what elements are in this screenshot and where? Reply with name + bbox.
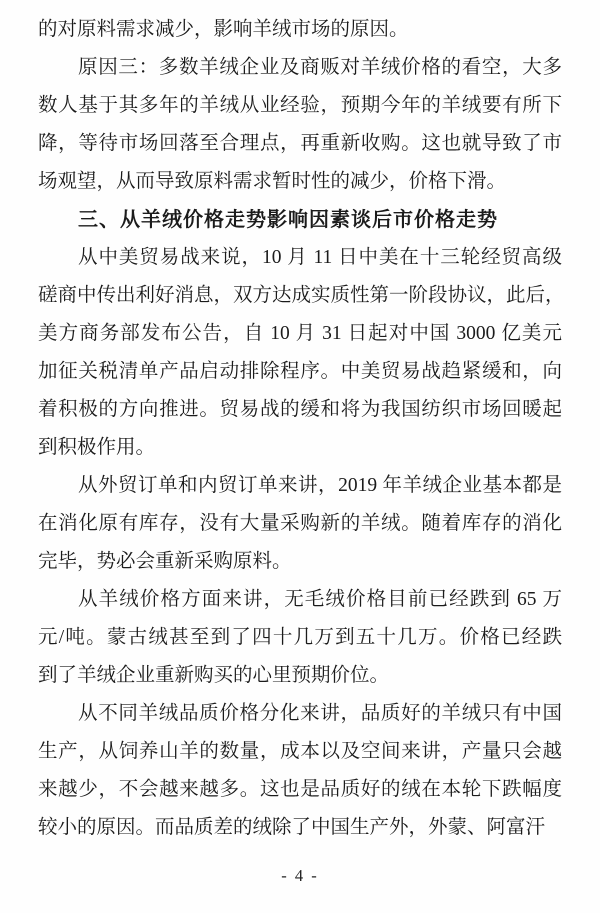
text-line: 美方商务部发布公告，自 10 月 31 日起对中国 3000 亿美元: [38, 323, 562, 344]
paragraph: [38, 11, 562, 49]
section-heading: [38, 201, 562, 239]
text-line: 在消化原有库存，没有大量采购新的羊绒。随着库存的消化: [38, 513, 562, 534]
document-body: [38, 11, 565, 847]
text-line: 来越少，不会越来越多。这也是品质好的绒在本轮下跌幅度: [38, 779, 562, 800]
text-line: 生产，从饲养山羊的数量，成本以及空间来讲，产量只会越: [38, 741, 562, 762]
text-line: 从不同羊绒品质价格分化来讲，品质好的羊绒只有中国: [78, 703, 562, 724]
paragraph: [38, 695, 562, 847]
paragraph: [38, 581, 562, 695]
text-line: 的对原料需求减少，影响羊绒市场的原因。: [38, 19, 409, 40]
text-line: 降，等待市场回落至合理点，再重新收购。这也就导致了市: [38, 133, 562, 154]
text-line: 元/吨。蒙古绒甚至到了四十几万到五十几万。价格已经跌: [38, 627, 562, 648]
text-line: 到了羊绒企业重新购买的心里预期价位。: [38, 665, 390, 686]
text-line: 着积极的方向推进。贸易战的缓和将为我国纺织市场回暖起: [38, 399, 562, 420]
text-line: 数人基于其多年的羊绒从业经验，预期今年的羊绒要有所下: [38, 95, 562, 116]
text-line: 原因三：多数羊绒企业及商贩对羊绒价格的看空，大多: [78, 57, 562, 78]
paragraph: [38, 467, 562, 581]
paragraph: [38, 239, 565, 467]
paragraph: [38, 49, 562, 201]
text-line: 加征关税清单产品启动排除程序。中美贸易战趋紧缓和，向: [38, 361, 562, 382]
text-line: 从中美贸易战来说，10 月 11 日中美在十三轮经贸高级: [78, 247, 562, 268]
page-number: - 4 -: [281, 866, 319, 885]
text-line: 从外贸订单和内贸订单来讲，2019 年羊绒企业基本都是: [78, 475, 562, 496]
text-line: 较小的原因。而品质差的绒除了中国生产外，外蒙、阿富汗: [38, 817, 546, 838]
text-line: 场观望，从而导致原料需求暂时性的减少，价格下滑。: [38, 171, 507, 192]
text-line: 三、从羊绒价格走势影响因素谈后市价格走势: [78, 209, 498, 231]
text-line: 从羊绒价格方面来讲，无毛绒价格目前已经跌到 65 万: [78, 589, 562, 610]
text-line: 到积极作用。: [38, 437, 156, 458]
text-line: 完毕，势必会重新采购原料。: [38, 551, 292, 572]
text-line: 磋商中传出利好消息，双方达成实质性第一阶段协议，此后，: [38, 285, 565, 306]
